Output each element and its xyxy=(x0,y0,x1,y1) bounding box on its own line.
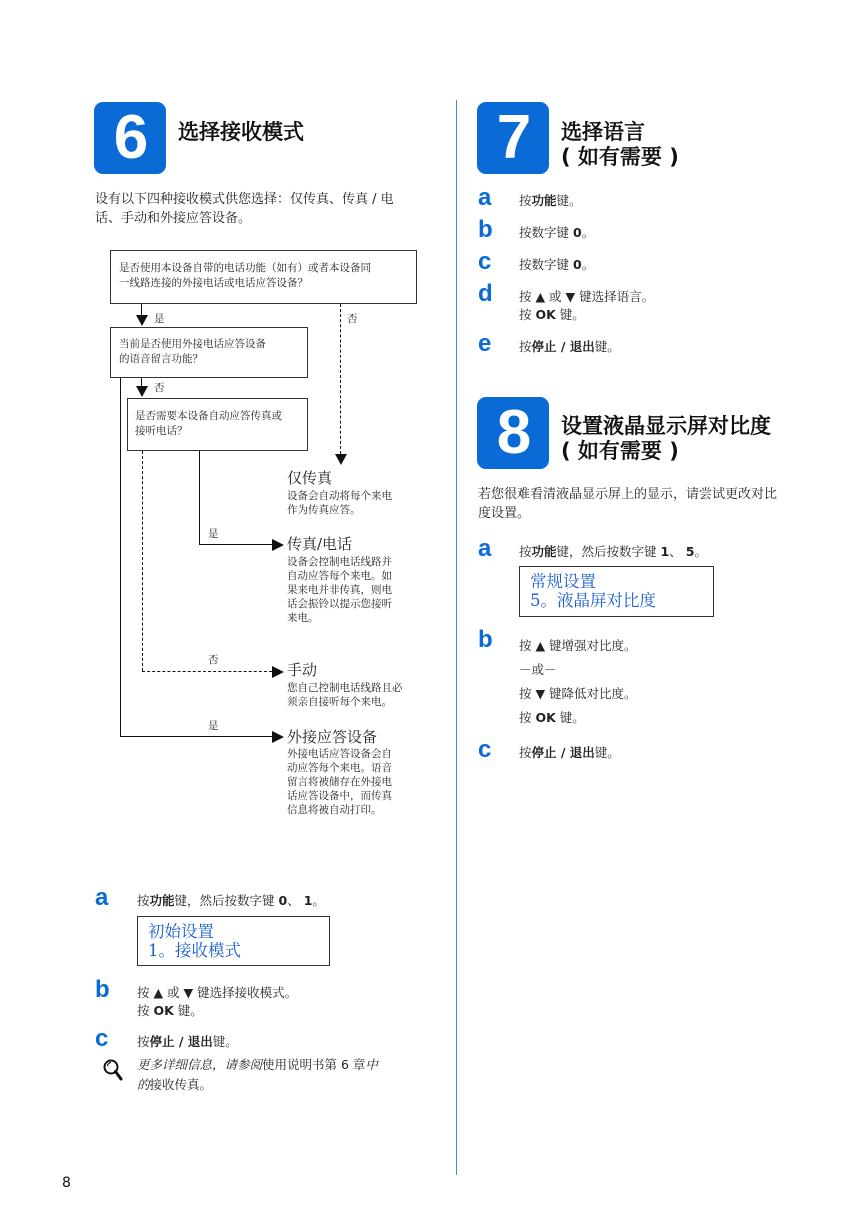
section7-step-b-text: 按数字键 0。 xyxy=(519,225,595,240)
flow-label-no: 否 xyxy=(154,382,165,394)
flow-label-no: 否 xyxy=(208,654,219,666)
section6-intro: 设有以下四种接收模式供您选择：仅传真、传真 / 电 话、手动和外接应答设备。 xyxy=(95,192,394,226)
section8-step-a-text: 按功能键，然后按数字键 1、 5。 xyxy=(519,544,707,559)
section7-step-e-text: 按停止 / 退出键。 xyxy=(519,339,620,354)
flowchart-question-3: 是否需要本设备自动应答传真或 接听电话？ xyxy=(127,398,308,451)
arrow-down-icon xyxy=(136,386,148,397)
outcome-desc-external-tad: 外接电话应答设备会自 动应答每个来电。语音 留言将被储存在外接电 话应答设备中，而传真 信息将被自动打印。 xyxy=(287,748,392,816)
flow-line xyxy=(141,378,142,386)
arrow-right-icon xyxy=(272,731,284,743)
section6-step-b-text: 按 ▲ 或 ▼ 键选择接收模式。 按 OK 键。 xyxy=(137,985,298,1018)
step-number-badge-6: 6 xyxy=(94,102,166,174)
section8-step-b-text: 按 ▲ 键增强对比度。 －或－ 按 ▼ 键降低对比度。 按 OK 键。 xyxy=(519,638,637,725)
step-letter-b: b xyxy=(478,216,493,243)
page-number: 8 xyxy=(62,1175,71,1191)
flow-line xyxy=(141,304,142,315)
step-letter-e: e xyxy=(478,330,492,357)
flow-label-yes: 是 xyxy=(154,313,165,325)
flow-label-no: 否 xyxy=(347,313,358,325)
flow-line xyxy=(199,451,200,544)
flow-dashed-line xyxy=(142,451,143,671)
lcd-display-contrast: 常规设置 5。液晶屏对比度 xyxy=(519,566,714,617)
section-title-6: 选择接收模式 xyxy=(178,120,304,144)
arrow-right-icon xyxy=(272,666,284,678)
outcome-title-external-tad: 外接应答设备 xyxy=(287,728,378,746)
section8-step-c-text: 按停止 / 退出键。 xyxy=(519,745,620,760)
step-letter-c: c xyxy=(95,1025,109,1052)
flowchart-question-2: 当前是否使用外接电话应答设备 的语音留言功能？ xyxy=(110,327,308,378)
section7-step-c-text: 按数字键 0。 xyxy=(519,257,595,272)
arrow-down-icon xyxy=(136,315,148,326)
section6-step-a-text: 按功能键，然后按数字键 0、 1。 xyxy=(137,893,325,908)
section7-step-a-text: 按功能键。 xyxy=(519,193,582,208)
lcd-display-receive-mode: 初始设置 1。接收模式 xyxy=(137,916,330,966)
step-letter-c: c xyxy=(478,248,492,275)
arrow-down-icon xyxy=(335,454,347,465)
section7-step-d-text: 按 ▲ 或 ▼ 键选择语言。 按 OK 键。 xyxy=(519,289,655,322)
outcome-desc-fax-only: 设备会自动将每个来电 作为传真应答。 xyxy=(287,490,392,516)
arrow-right-icon xyxy=(272,539,284,551)
flow-dashed-line xyxy=(142,671,272,672)
flow-line xyxy=(120,378,121,736)
outcome-desc-fax-tel: 设备会控制电话线路并 自动应答每个来电。如 果来电并非传真，则电 话会振铃以提示您接听 来电。 xyxy=(287,556,392,624)
step-letter-a: a xyxy=(478,535,492,562)
flow-label-yes: 是 xyxy=(208,528,219,540)
flow-dashed-line xyxy=(340,304,341,454)
flow-label-yes: 是 xyxy=(208,720,219,732)
flow-line xyxy=(120,736,272,737)
section6-step-c-text: 按停止 / 退出键。 xyxy=(137,1034,238,1049)
step-letter-d: d xyxy=(478,280,493,307)
section-title-8: 设置液晶显示屏对比度 ( 如有需要 ) xyxy=(561,414,771,463)
outcome-title-fax-tel: 传真/电话 xyxy=(287,535,353,553)
magnifier-icon xyxy=(101,1057,125,1083)
step-letter-c: c xyxy=(478,736,492,763)
outcome-desc-manual: 您自己控制电话线路且必 须亲自接听每个来电。 xyxy=(287,682,403,708)
outcome-title-fax-only: 仅传真 xyxy=(287,469,333,487)
step-letter-b: b xyxy=(478,626,493,653)
step-number-badge-7: 7 xyxy=(477,102,549,174)
flowchart-question-1: 是否使用本设备自带的电话功能（如有）或者本设备同 一线路连接的外接电话或电话应答设备？ xyxy=(110,250,417,304)
outcome-title-manual: 手动 xyxy=(287,661,318,679)
step-letter-a: a xyxy=(478,184,492,211)
section8-intro: 若您很难看清液晶显示屏上的显示，请尝试更改对比 度设置。 xyxy=(478,487,778,521)
reference-note: 更多详细信息，请参阅使用说明书第 6 章中 的接收传真。 xyxy=(137,1057,378,1092)
step-number-badge-8: 8 xyxy=(477,397,549,469)
section-title-7: 选择语言 ( 如有需要 ) xyxy=(561,120,679,169)
column-divider xyxy=(456,100,457,1175)
step-letter-a: a xyxy=(95,884,109,911)
step-letter-b: b xyxy=(95,976,110,1003)
flow-line xyxy=(199,544,272,545)
